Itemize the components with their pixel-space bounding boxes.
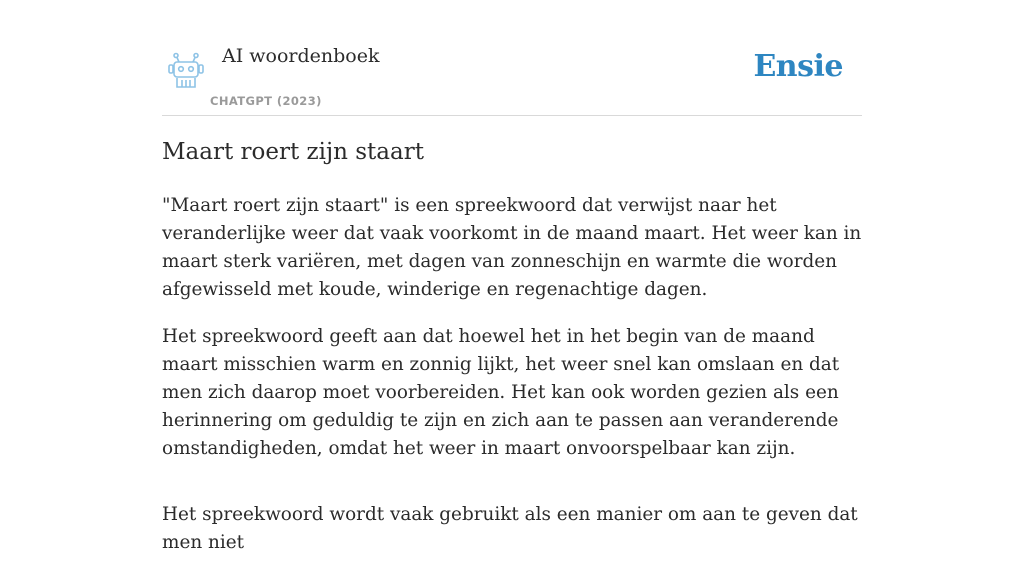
source-title[interactable]: AI woordenboek xyxy=(222,45,380,67)
entry-paragraph: Het spreekwoord geeft aan dat hoewel het in het begin van de maand maart misschien warm en zonnig lijkt, het weer snel kan omslaan en dat men zich daarop moet voorbereiden. Het kan ook worden gezien als een herinnering om geduldig te zijn en zich aan te passen aan veranderende omstandigheden, omdat het weer in maart onvoorspelbaar kan zijn. xyxy=(162,326,840,459)
entry-card xyxy=(162,0,862,553)
entry-paragraph: "Maart roert zijn staart" is een spreekwoord dat verwijst naar het veranderlijke weer dat vaak voorkomt in de maand maart. Het weer kan in maart sterk variëren, met dagen van zonneschijn en warmte die worden afgewisseld met koude, winderige en regenachtige dagen. xyxy=(162,195,862,300)
entry-body xyxy=(162,192,866,576)
entry-paragraph: Het spreekwoord wordt vaak gebruikt als een manier om aan te geven dat men niet xyxy=(162,504,858,553)
entry-title: Maart roert zijn staart xyxy=(162,139,424,165)
source-subtitle: CHATGPT (2023) xyxy=(210,94,322,108)
brand-logo[interactable]: Ensie xyxy=(753,49,843,84)
entry-header xyxy=(162,0,862,116)
robot-icon xyxy=(166,52,206,90)
